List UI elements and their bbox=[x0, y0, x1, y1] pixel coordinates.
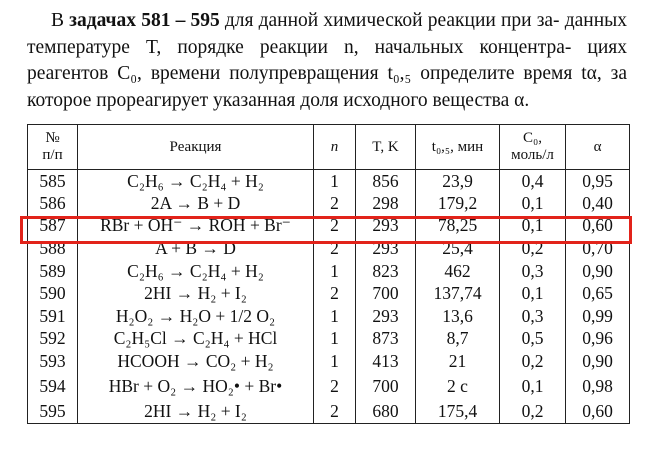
half-time: 462 bbox=[416, 260, 500, 283]
reaction-equation: A + B → D bbox=[78, 237, 314, 260]
table-row bbox=[28, 282, 630, 305]
temperature: 413 bbox=[356, 350, 416, 373]
reaction-equation: C₂H₆ → C₂H₄ + H₂ bbox=[78, 260, 314, 283]
reaction-order: 2 bbox=[314, 215, 356, 238]
table-row bbox=[28, 215, 630, 238]
initial-concentration: 0,1 bbox=[500, 282, 566, 305]
header-half-time: t₀,₅, мин bbox=[416, 125, 500, 170]
header-reaction: Реакция bbox=[78, 125, 314, 170]
temperature: 293 bbox=[356, 215, 416, 238]
initial-concentration: 0,1 bbox=[500, 215, 566, 238]
half-time: 2 c bbox=[416, 373, 500, 401]
reaction-equation: RBr + OH⁻ → ROH + Br⁻ bbox=[78, 215, 314, 238]
reaction-order: 1 bbox=[314, 260, 356, 283]
reaction-equation: HBr + O₂ → HO₂• + Br• bbox=[78, 373, 314, 401]
header-alpha: α bbox=[566, 125, 630, 170]
conversion-fraction: 0,90 bbox=[566, 350, 630, 373]
initial-concentration: 0,3 bbox=[500, 305, 566, 328]
intro-prefix: В bbox=[51, 10, 70, 31]
row-number: 592 bbox=[28, 328, 78, 351]
temperature: 298 bbox=[356, 192, 416, 215]
initial-concentration: 0,1 bbox=[500, 192, 566, 215]
intro-line3: циях реагентов C₀, времени полупревращения t₀,₅ определите время bbox=[27, 36, 628, 84]
half-time: 179,2 bbox=[416, 192, 500, 215]
task-description bbox=[27, 8, 627, 114]
initial-concentration: 0,3 bbox=[500, 260, 566, 283]
row-number: 586 bbox=[28, 192, 78, 215]
table-row bbox=[28, 170, 630, 193]
intro-line2: данных температуре T, порядке реакции n, начальных концентра- bbox=[27, 10, 628, 58]
table-row bbox=[28, 350, 630, 373]
reaction-equation: HCOOH → CO₂ + H₂ bbox=[78, 350, 314, 373]
conversion-fraction: 0,70 bbox=[566, 237, 630, 260]
table-row bbox=[28, 401, 630, 424]
row-number: 585 bbox=[28, 170, 78, 193]
temperature: 823 bbox=[356, 260, 416, 283]
row-number: 587 bbox=[28, 215, 78, 238]
reaction-equation: C₂H₆ → C₂H₄ + H₂ bbox=[78, 170, 314, 193]
reaction-order: 1 bbox=[314, 328, 356, 351]
table-row bbox=[28, 373, 630, 401]
table-row bbox=[28, 260, 630, 283]
conversion-fraction: 0,98 bbox=[566, 373, 630, 401]
row-number: 590 bbox=[28, 282, 78, 305]
conversion-fraction: 0,96 bbox=[566, 328, 630, 351]
reaction-order: 2 bbox=[314, 282, 356, 305]
reaction-order: 1 bbox=[314, 305, 356, 328]
row-number: 594 bbox=[28, 373, 78, 401]
temperature: 700 bbox=[356, 282, 416, 305]
temperature: 293 bbox=[356, 305, 416, 328]
table-row bbox=[28, 328, 630, 351]
temperature: 700 bbox=[356, 373, 416, 401]
conversion-fraction: 0,60 bbox=[566, 401, 630, 424]
reaction-order: 1 bbox=[314, 170, 356, 193]
temperature: 856 bbox=[356, 170, 416, 193]
conversion-fraction: 0,90 bbox=[566, 260, 630, 283]
conversion-fraction: 0,40 bbox=[566, 192, 630, 215]
row-number: 593 bbox=[28, 350, 78, 373]
half-time: 78,25 bbox=[416, 215, 500, 238]
intro-line1: для данной химической реакции при за- bbox=[219, 10, 560, 31]
reaction-equation: 2HI → H₂ + I₂ bbox=[78, 282, 314, 305]
table-row bbox=[28, 192, 630, 215]
reaction-equation: 2A → B + D bbox=[78, 192, 314, 215]
initial-concentration: 0,2 bbox=[500, 401, 566, 424]
reaction-order: 2 bbox=[314, 373, 356, 401]
header-temperature: T, K bbox=[356, 125, 416, 170]
half-time: 175,4 bbox=[416, 401, 500, 424]
header-n: n bbox=[314, 125, 356, 170]
conversion-fraction: 0,95 bbox=[566, 170, 630, 193]
conversion-fraction: 0,65 bbox=[566, 282, 630, 305]
table-row bbox=[28, 237, 630, 260]
half-time: 23,9 bbox=[416, 170, 500, 193]
initial-concentration: 0,2 bbox=[500, 237, 566, 260]
half-time: 8,7 bbox=[416, 328, 500, 351]
conversion-fraction: 0,99 bbox=[566, 305, 630, 328]
row-number: 591 bbox=[28, 305, 78, 328]
initial-concentration: 0,2 bbox=[500, 350, 566, 373]
reaction-equation: 2HI → H₂ + I₂ bbox=[78, 401, 314, 424]
table-header-row bbox=[28, 125, 630, 170]
header-concentration: C₀, моль/л bbox=[500, 125, 566, 170]
temperature: 293 bbox=[356, 237, 416, 260]
reaction-order: 1 bbox=[314, 350, 356, 373]
table-row bbox=[28, 305, 630, 328]
initial-concentration: 0,5 bbox=[500, 328, 566, 351]
row-number: 595 bbox=[28, 401, 78, 424]
reaction-equation: C₂H₅Cl → C₂H₄ + HCl bbox=[78, 328, 314, 351]
reaction-order: 2 bbox=[314, 401, 356, 424]
reactions-table bbox=[27, 124, 630, 424]
reaction-equation: H₂O₂ → H₂O + 1/2 O₂ bbox=[78, 305, 314, 328]
half-time: 137,74 bbox=[416, 282, 500, 305]
half-time: 21 bbox=[416, 350, 500, 373]
reaction-order: 2 bbox=[314, 192, 356, 215]
row-number: 588 bbox=[28, 237, 78, 260]
header-num: № п/п bbox=[28, 125, 78, 170]
reaction-order: 2 bbox=[314, 237, 356, 260]
temperature: 873 bbox=[356, 328, 416, 351]
half-time: 13,6 bbox=[416, 305, 500, 328]
row-number: 589 bbox=[28, 260, 78, 283]
conversion-fraction: 0,60 bbox=[566, 215, 630, 238]
half-time: 25,4 bbox=[416, 237, 500, 260]
intro-line4: tα, за которое прореагирует указанная доля исходного вещества α. bbox=[27, 63, 627, 111]
intro-bold-range: задачах 581 – 595 bbox=[69, 10, 220, 31]
initial-concentration: 0,4 bbox=[500, 170, 566, 193]
temperature: 680 bbox=[356, 401, 416, 424]
initial-concentration: 0,1 bbox=[500, 373, 566, 401]
